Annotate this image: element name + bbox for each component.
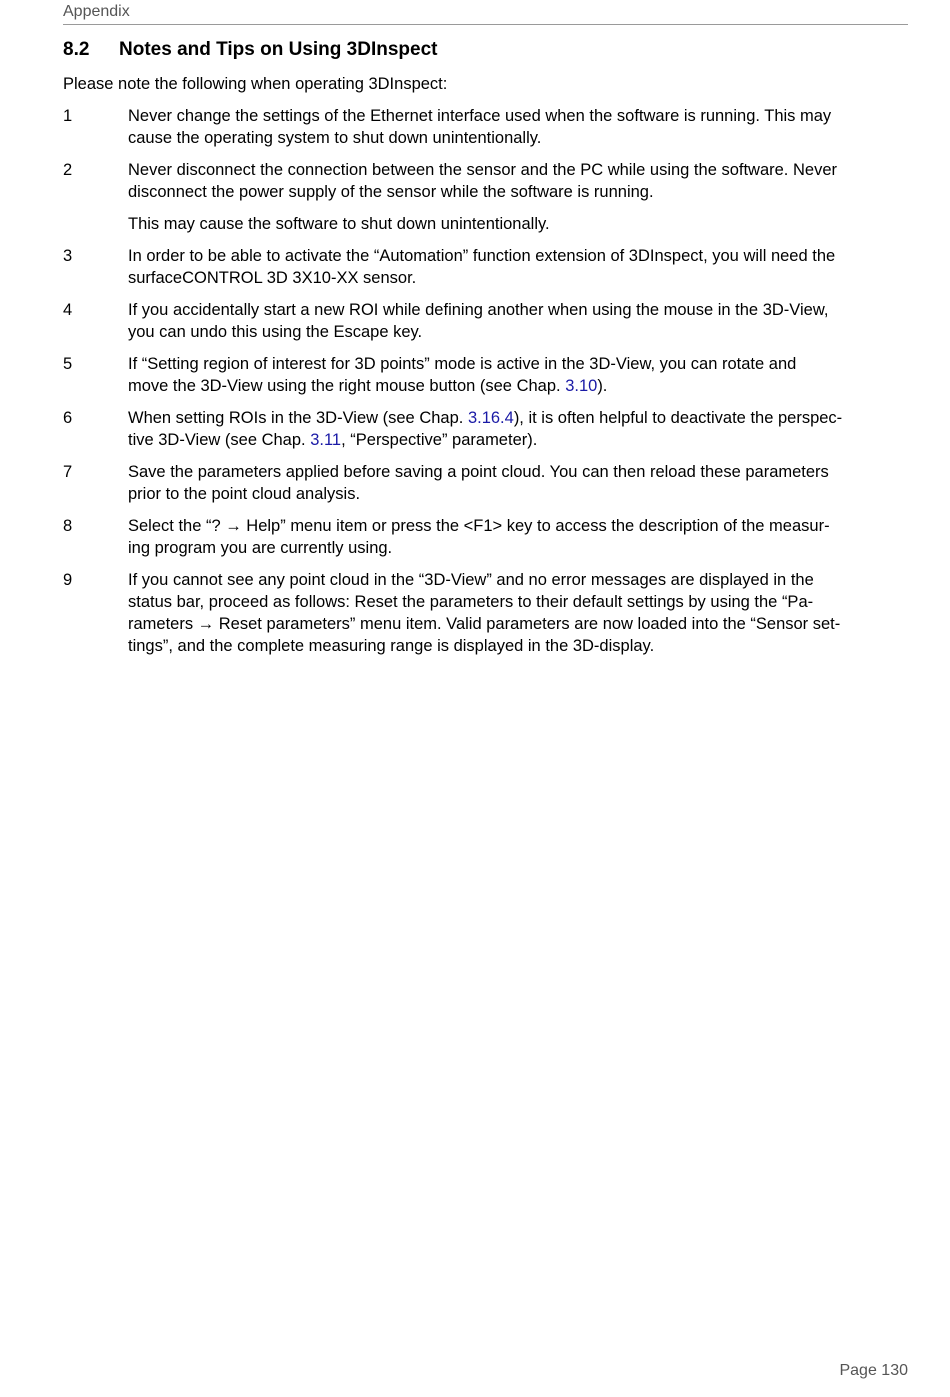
text-line: disconnect the power supply of the sensor while the software is running. (128, 183, 654, 201)
item-body (128, 407, 913, 451)
item-body (128, 353, 913, 397)
text-line: status bar, proceed as follows: Reset the parameters to their default settings by using the “Pa- (128, 593, 814, 611)
list-item (63, 159, 913, 235)
header-section-label: Appendix (63, 3, 130, 20)
item-paragraph (128, 245, 913, 289)
item-body (128, 245, 913, 289)
text-line: Never change the settings of the Ethernet interface used when the software is running. This may (128, 107, 832, 125)
text-line: surfaceCONTROL 3D 3X10-XX sensor. (128, 269, 417, 287)
text-segment: When setting ROIs in the 3D-View (see Chap. (128, 409, 468, 427)
running-header (63, 2, 908, 25)
item-body (128, 569, 913, 657)
list-item (63, 569, 913, 657)
text-line: If you accidentally start a new ROI while defining another when using the mouse in the 3D-View, (128, 301, 829, 319)
item-body (128, 461, 913, 505)
item-number: 5 (63, 355, 73, 373)
text-segment: , “Perspective” parameter). (341, 431, 538, 449)
item-paragraph (128, 159, 913, 203)
list-item (63, 299, 913, 343)
text-segment: ), it is often helpful to deactivate the perspec- (513, 409, 843, 427)
text-line (128, 429, 913, 451)
item-paragraph (128, 353, 913, 397)
list-item (63, 407, 913, 451)
text-line: This may cause the software to shut down unintentionally. (128, 215, 550, 233)
item-paragraph (128, 515, 913, 559)
item-paragraph (128, 461, 913, 505)
text-line: rameters → Reset parameters” menu item. Valid parameters are now loaded into the “Sensor set- (128, 615, 841, 633)
item-body (128, 299, 913, 343)
item-paragraph (128, 407, 913, 451)
chapter-link-3-10[interactable]: 3.10 (565, 377, 598, 395)
text-segment: move the 3D-View using the right mouse button (see Chap. (128, 377, 566, 395)
list-item (63, 461, 913, 505)
text-segment: tive 3D-View (see Chap. (128, 431, 311, 449)
item-paragraph (128, 299, 913, 343)
list-item (63, 353, 913, 397)
text-line: Select the “? → Help” menu item or press the <F1> key to access the description of the measur- (128, 517, 830, 535)
section-number: 8.2 (63, 39, 90, 60)
item-number: 8 (63, 517, 73, 535)
text-line: Never disconnect the connection between the sensor and the PC while using the software. Never (128, 161, 837, 179)
section-title (63, 38, 437, 62)
chapter-link-3-16-4[interactable]: 3.16.4 (467, 409, 514, 427)
text-segment: ). (597, 377, 608, 395)
text-line: In order to be able to activate the “Automation” function extension of 3DInspect, you will need the (128, 247, 836, 265)
item-paragraph (128, 213, 913, 235)
item-number: 2 (63, 161, 73, 179)
text-line: If “Setting region of interest for 3D points” mode is active in the 3D-View, you can rotate and (128, 355, 797, 373)
list-item (63, 515, 913, 559)
text-line (128, 407, 913, 429)
notes-list (63, 105, 913, 667)
text-line: cause the operating system to shut down unintentionally. (128, 129, 542, 147)
item-paragraph (128, 569, 913, 657)
text-line: If you cannot see any point cloud in the “3D-View” and no error messages are displayed in the (128, 571, 814, 589)
page-number: Page 130 (839, 1362, 908, 1379)
section-title-text: Notes and Tips on Using 3DInspect (119, 39, 438, 60)
item-paragraph (128, 105, 913, 149)
item-number: 9 (63, 571, 73, 589)
item-number: 1 (63, 107, 73, 125)
item-number: 4 (63, 301, 73, 319)
item-body (128, 515, 913, 559)
intro-text: Please note the following when operating 3DInspect: (63, 75, 448, 93)
list-item (63, 245, 913, 289)
text-line: ing program you are currently using. (128, 539, 393, 557)
text-line: you can undo this using the Escape key. (128, 323, 423, 341)
list-item (63, 105, 913, 149)
item-number: 7 (63, 463, 73, 481)
item-body (128, 159, 913, 235)
text-line: prior to the point cloud analysis. (128, 485, 361, 503)
text-line (128, 375, 913, 397)
text-line: Save the parameters applied before saving a point cloud. You can then reload these parameters (128, 463, 829, 481)
chapter-link-3-11[interactable]: 3.11 (310, 431, 342, 449)
text-line: tings”, and the complete measuring range is displayed in the 3D-display. (128, 637, 655, 655)
item-number: 3 (63, 247, 73, 265)
item-body (128, 105, 913, 149)
item-number: 6 (63, 409, 73, 427)
